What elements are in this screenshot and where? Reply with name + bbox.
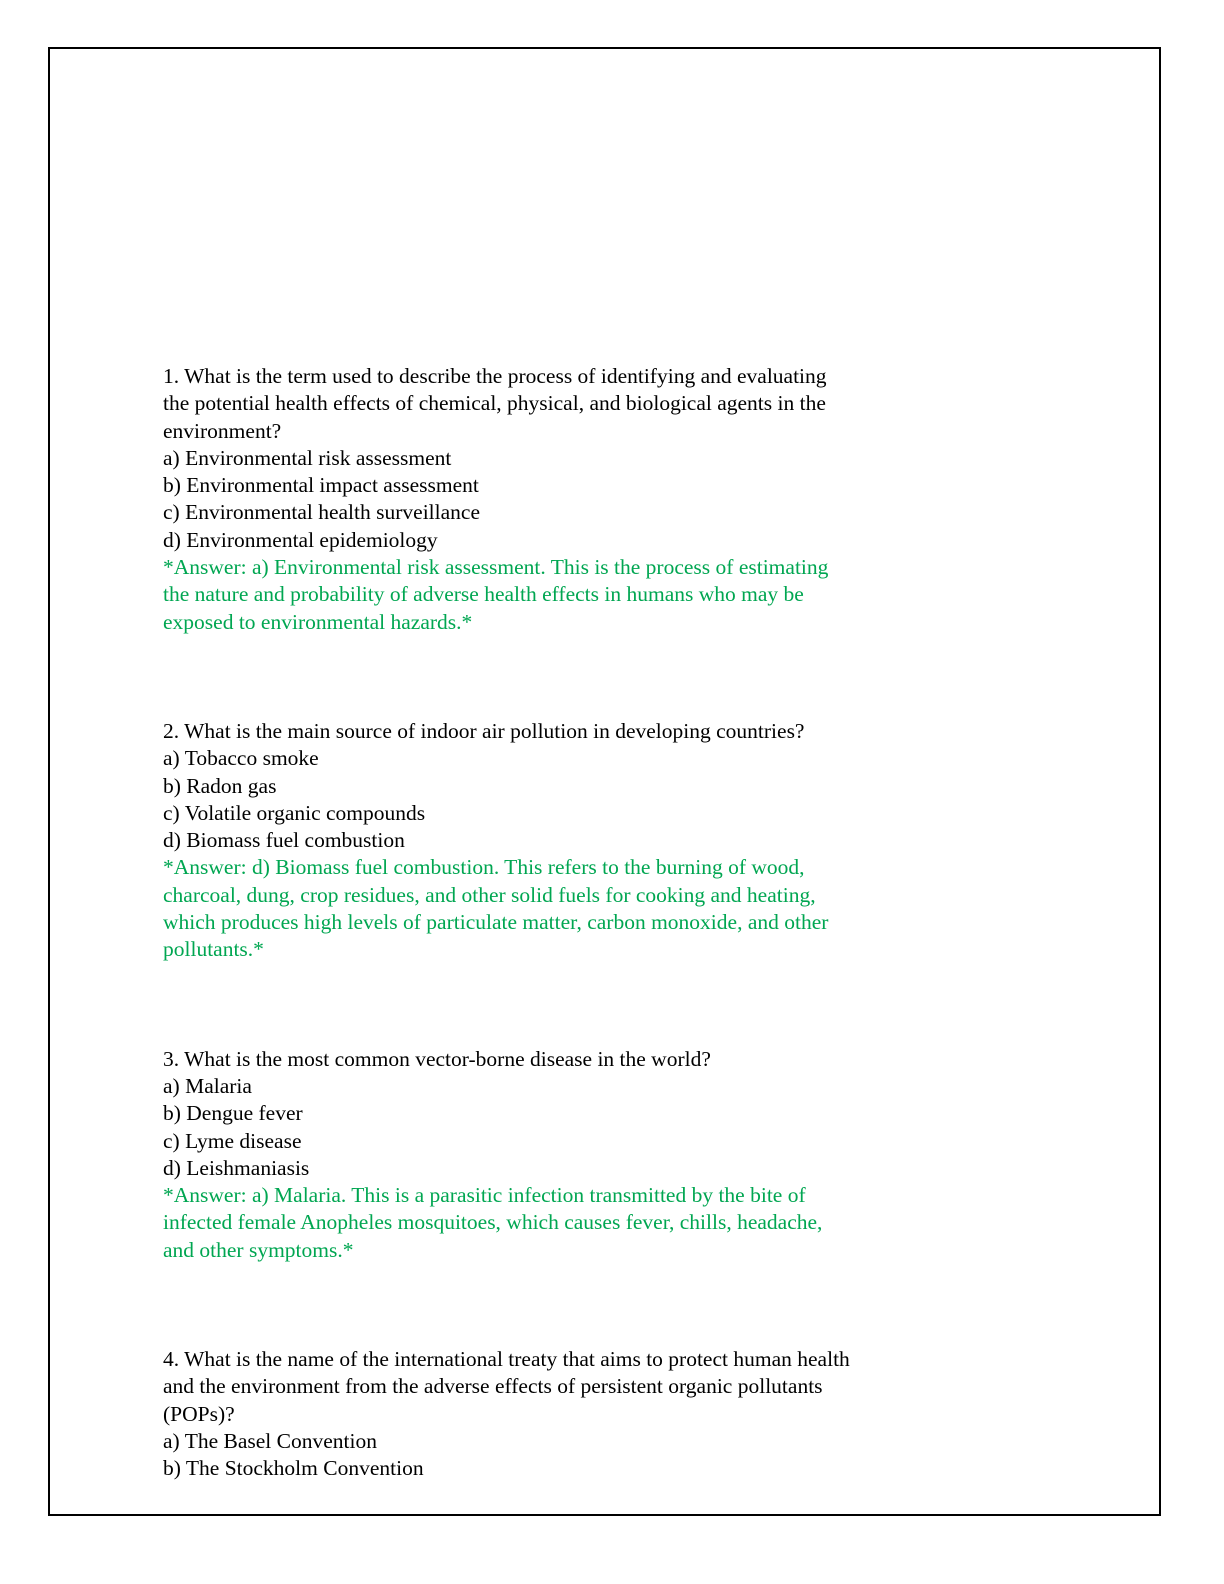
question-4-stem-line-3: (POPs)? xyxy=(163,1401,235,1426)
question-1 xyxy=(163,363,943,636)
question-1-stem-line-1: 1. What is the term used to describe the process of identifying and evaluating xyxy=(163,364,827,388)
question-3-answer-line-3: and other symptoms.* xyxy=(163,1237,354,1262)
question-4 xyxy=(163,1346,943,1482)
question-1-option-a: a) Environmental risk assessment xyxy=(163,445,452,470)
question-2-option-c: c) Volatile organic compounds xyxy=(163,800,426,825)
question-3-option-a: a) Malaria xyxy=(163,1073,252,1098)
question-1-answer-line-2: the nature and probability of adverse health effects in humans who may be xyxy=(163,582,804,607)
question-2-option-a: a) Tobacco smoke xyxy=(163,746,319,771)
question-2-answer-line-3: which produces high levels of particulate matter, carbon monoxide, and other xyxy=(163,910,829,935)
question-1-answer-line-1: *Answer: a) Environmental risk assessment. This is the process of estimating xyxy=(163,555,829,580)
question-2-answer-line-4: pollutants.* xyxy=(163,937,264,962)
question-1-option-c: c) Environmental health surveillance xyxy=(163,500,480,525)
document-body xyxy=(163,363,943,1483)
question-2-option-b: b) Radon gas xyxy=(163,773,277,798)
question-3-answer-line-2: infected female Anopheles mosquitoes, which causes fever, chills, headache, xyxy=(163,1210,823,1235)
question-3-stem-line-1: 3. What is the most common vector-borne disease in the world? xyxy=(163,1046,711,1071)
question-2 xyxy=(163,718,943,964)
question-2-answer-line-2: charcoal, dung, crop residues, and other solid fuels for cooking and heating, xyxy=(163,882,816,907)
question-1-stem-line-2: the potential health effects of chemical, physical, and biological agents in the xyxy=(163,391,826,416)
question-spacer xyxy=(163,636,943,718)
question-1-option-b: b) Environmental impact assessment xyxy=(163,473,479,498)
question-3 xyxy=(163,1046,943,1264)
question-1-stem-line-3: environment? xyxy=(163,418,282,443)
question-4-option-a: a) The Basel Convention xyxy=(163,1428,377,1453)
question-4-option-b: b) The Stockholm Convention xyxy=(163,1456,424,1481)
question-3-option-b: b) Dengue fever xyxy=(163,1101,303,1126)
question-1-option-d: d) Environmental epidemiology xyxy=(163,527,438,552)
question-4-stem-line-1: 4. What is the name of the international treaty that aims to protect human health xyxy=(163,1347,850,1372)
question-3-option-c: c) Lyme disease xyxy=(163,1128,302,1153)
question-3-option-d: d) Leishmaniasis xyxy=(163,1155,310,1180)
question-4-stem-line-2: and the environment from the adverse effects of persistent organic pollutants xyxy=(163,1374,823,1399)
question-2-stem-line-1: 2. What is the main source of indoor air pollution in developing countries? xyxy=(163,718,805,743)
question-2-option-d: d) Biomass fuel combustion xyxy=(163,828,405,853)
question-1-answer-line-3: exposed to environmental hazards.* xyxy=(163,609,473,634)
question-spacer xyxy=(163,1264,943,1346)
question-spacer xyxy=(163,964,943,1046)
question-2-answer-line-1: *Answer: d) Biomass fuel combustion. This refers to the burning of wood, xyxy=(163,855,805,880)
question-3-answer-line-1: *Answer: a) Malaria. This is a parasitic infection transmitted by the bite of xyxy=(163,1183,806,1208)
